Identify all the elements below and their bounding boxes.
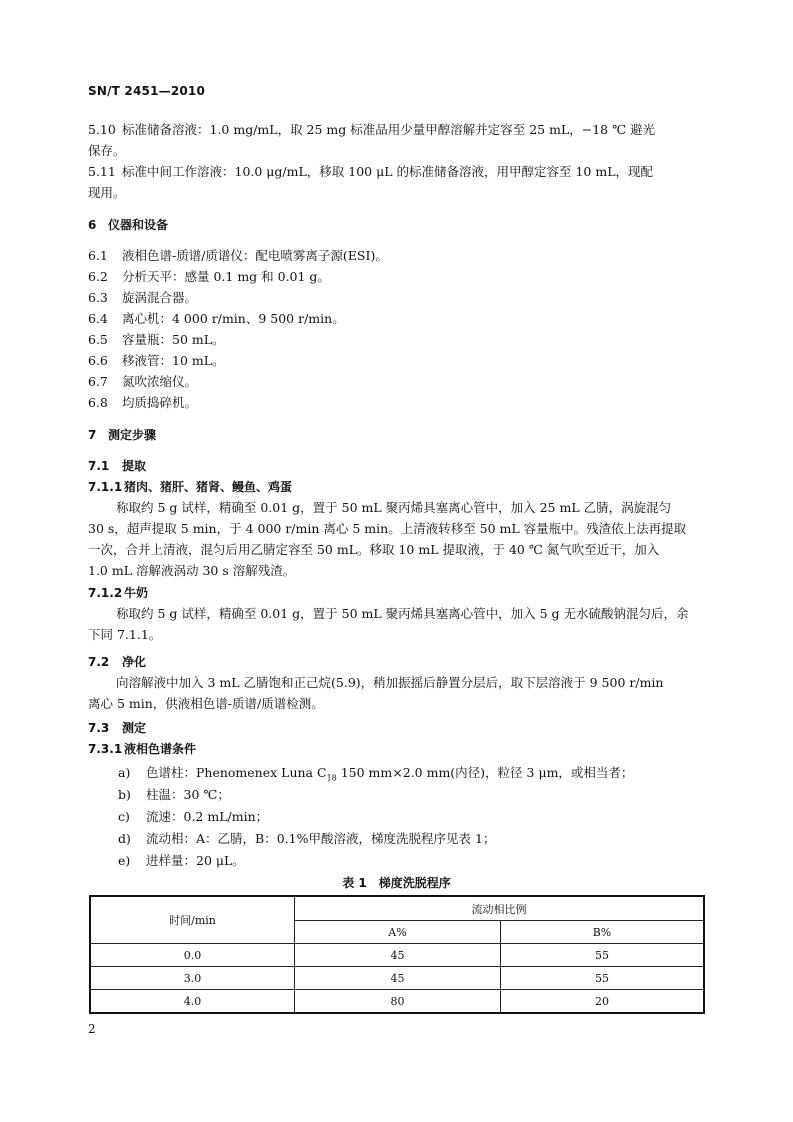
list-text: 进样量：20 μL。 — [146, 853, 245, 868]
clause-7-3-heading — [88, 720, 708, 736]
clause-6-3 — [88, 290, 708, 306]
list-text: 色谱柱：Phenomenex Luna C — [146, 765, 327, 780]
clause-text: 旋涡混合器。 — [122, 290, 198, 305]
table-header-row — [90, 896, 704, 921]
clause-6-2 — [88, 269, 708, 285]
list-label: a) — [118, 765, 131, 780]
clause-number: 6.3 — [88, 290, 108, 305]
header-time: 时间/min — [90, 896, 295, 944]
clause-number: 6.5 — [88, 332, 108, 347]
section-title: 仪器和设备 — [108, 218, 169, 232]
clause-7-1-1-heading — [88, 479, 708, 495]
document-header: SN/T 2451—2010 — [88, 84, 206, 98]
table-row — [90, 990, 704, 1014]
clause-title: 提取 — [122, 459, 147, 473]
lc-item-e — [118, 853, 245, 869]
clause-text: 分析天平：感量 0.1 mg 和 0.01 g。 — [122, 269, 330, 284]
list-text: 流动相：A：乙腈，B：0.1%甲酸溶液，梯度洗脱程序见表 1； — [146, 831, 496, 846]
clause-6-4 — [88, 311, 708, 327]
paragraph-line: 一次，合并上清液，混匀后用乙腈定容至 50 mL。移取 10 mL 提取液，于 40 ℃ 氮气吹至近干，加入 — [88, 542, 660, 557]
clause-text: 容量瓶：50 mL。 — [122, 332, 225, 347]
section-title: 测定步骤 — [108, 428, 157, 442]
cell-time: 3.0 — [90, 967, 295, 990]
clause-text: 液相色谱-质谱/质谱仪：配电喷雾离子源(ESI)。 — [122, 248, 388, 263]
clause-5-10 — [88, 122, 708, 138]
clause-5-11-cont: 现用。 — [88, 185, 126, 200]
clause-number: 6.2 — [88, 269, 108, 284]
clause-number: 6.4 — [88, 311, 108, 326]
clause-6-1 — [88, 248, 708, 264]
paragraph-line: 1.0 mL 溶解液涡动 30 s 溶解残渣。 — [88, 563, 296, 578]
header-a: A% — [295, 921, 501, 944]
paragraph-line: 离心 5 min，供液相色谱-质谱/质谱检测。 — [88, 696, 324, 711]
clause-7-2-heading — [88, 654, 708, 670]
clause-number: 6.1 — [88, 248, 108, 263]
list-label: c) — [118, 809, 130, 824]
section-number: 6 — [88, 218, 97, 232]
paragraph-line: 称取约 5 g 试样，精确至 0.01 g，置于 50 mL 聚丙烯具塞离心管中，加入 25 mL 乙腈，涡旋混匀 — [116, 500, 672, 515]
clause-text: 标准中间工作溶液：10.0 μg/mL，移取 100 μL 的标准储备溶液，用甲醇定容至 10 mL，现配 — [122, 164, 654, 179]
clause-title: 液相色谱条件 — [124, 742, 197, 756]
cell-a: 45 — [295, 967, 501, 990]
clause-text: 氮吹浓缩仪。 — [122, 374, 198, 389]
clause-6-6 — [88, 353, 708, 369]
clause-6-7 — [88, 374, 708, 390]
clause-number: 6.7 — [88, 374, 108, 389]
list-text: 流速：0.2 mL/min； — [146, 809, 269, 824]
clause-5-10-cont: 保存。 — [88, 143, 126, 158]
lc-item-d — [118, 831, 495, 847]
clause-6-8 — [88, 395, 708, 411]
clause-7-1-heading — [88, 458, 708, 474]
clause-number: 6.8 — [88, 395, 108, 410]
gradient-table — [89, 895, 705, 1014]
cell-b: 20 — [501, 990, 705, 1014]
clause-number: 5.10 — [88, 122, 116, 137]
clause-title: 牛奶 — [124, 586, 149, 600]
header-b: B% — [501, 921, 705, 944]
section-number: 7 — [88, 428, 97, 442]
clause-6-5 — [88, 332, 708, 348]
list-label: d) — [118, 831, 131, 846]
cell-time: 4.0 — [90, 990, 295, 1014]
lc-item-c — [118, 809, 268, 825]
header-mobile-phase-ratio: 流动相比例 — [295, 896, 705, 921]
clause-text: 离心机：4 000 r/min、9 500 r/min。 — [122, 311, 345, 326]
list-label: e) — [118, 853, 131, 868]
clause-number: 7.1.2 — [88, 586, 123, 600]
clause-number: 5.11 — [88, 164, 116, 179]
cell-b: 55 — [501, 967, 705, 990]
paragraph-line: 下同 7.1.1。 — [88, 627, 162, 642]
list-text: 柱温：30 ℃； — [146, 787, 230, 802]
table-row — [90, 944, 704, 967]
clause-text: 标准储备溶液：1.0 mg/mL，取 25 mg 标准品用少量甲醇溶解并定容至 25 mL，−18 ℃ 避光 — [122, 122, 656, 137]
section-6-heading — [88, 217, 708, 233]
clause-7-3-1-heading — [88, 741, 708, 757]
clause-text: 移液管：10 mL。 — [122, 353, 225, 368]
clause-title: 猪肉、猪肝、猪肾、鳗鱼、鸡蛋 — [124, 480, 293, 494]
page-number: 2 — [88, 1022, 96, 1036]
clause-number: 6.6 — [88, 353, 108, 368]
clause-title: 净化 — [122, 655, 147, 669]
paragraph-line: 30 s，超声提取 5 min，于 4 000 r/min 离心 5 min。上清液转移至 50 mL 容量瓶中。残渣依上法再提取 — [88, 521, 687, 536]
clause-7-1-2-heading — [88, 585, 708, 601]
clause-title: 测定 — [122, 721, 147, 735]
clause-number: 7.3 — [88, 721, 110, 735]
table-row — [90, 967, 704, 990]
cell-b: 55 — [501, 944, 705, 967]
cell-time: 0.0 — [90, 944, 295, 967]
clause-number: 7.2 — [88, 655, 110, 669]
paragraph-line: 称取约 5 g 试样，精确至 0.01 g，置于 50 mL 聚丙烯具塞离心管中，加入 5 g 无水硫酸钠混匀后，余 — [116, 606, 689, 621]
clause-number: 7.1 — [88, 459, 110, 473]
lc-item-a — [118, 765, 633, 787]
clause-5-11 — [88, 164, 708, 180]
clause-text: 均质捣碎机。 — [122, 395, 198, 410]
subscript: 18 — [326, 773, 337, 783]
section-7-heading — [88, 427, 708, 443]
cell-a: 45 — [295, 944, 501, 967]
paragraph-line: 向溶解液中加入 3 mL 乙腈饱和正己烷(5.9)，稍加振摇后静置分层后，取下层溶液于 9 500 r/min — [116, 675, 664, 690]
list-label: b) — [118, 787, 131, 802]
lc-item-b — [118, 787, 230, 803]
table-caption: 表 1 梯度洗脱程序 — [342, 876, 451, 890]
cell-a: 80 — [295, 990, 501, 1014]
clause-number: 7.1.1 — [88, 480, 123, 494]
list-text-tail: 150 mm×2.0 mm(内径)，粒径 3 μm，或相当者； — [336, 765, 634, 780]
clause-number: 7.3.1 — [88, 742, 123, 756]
